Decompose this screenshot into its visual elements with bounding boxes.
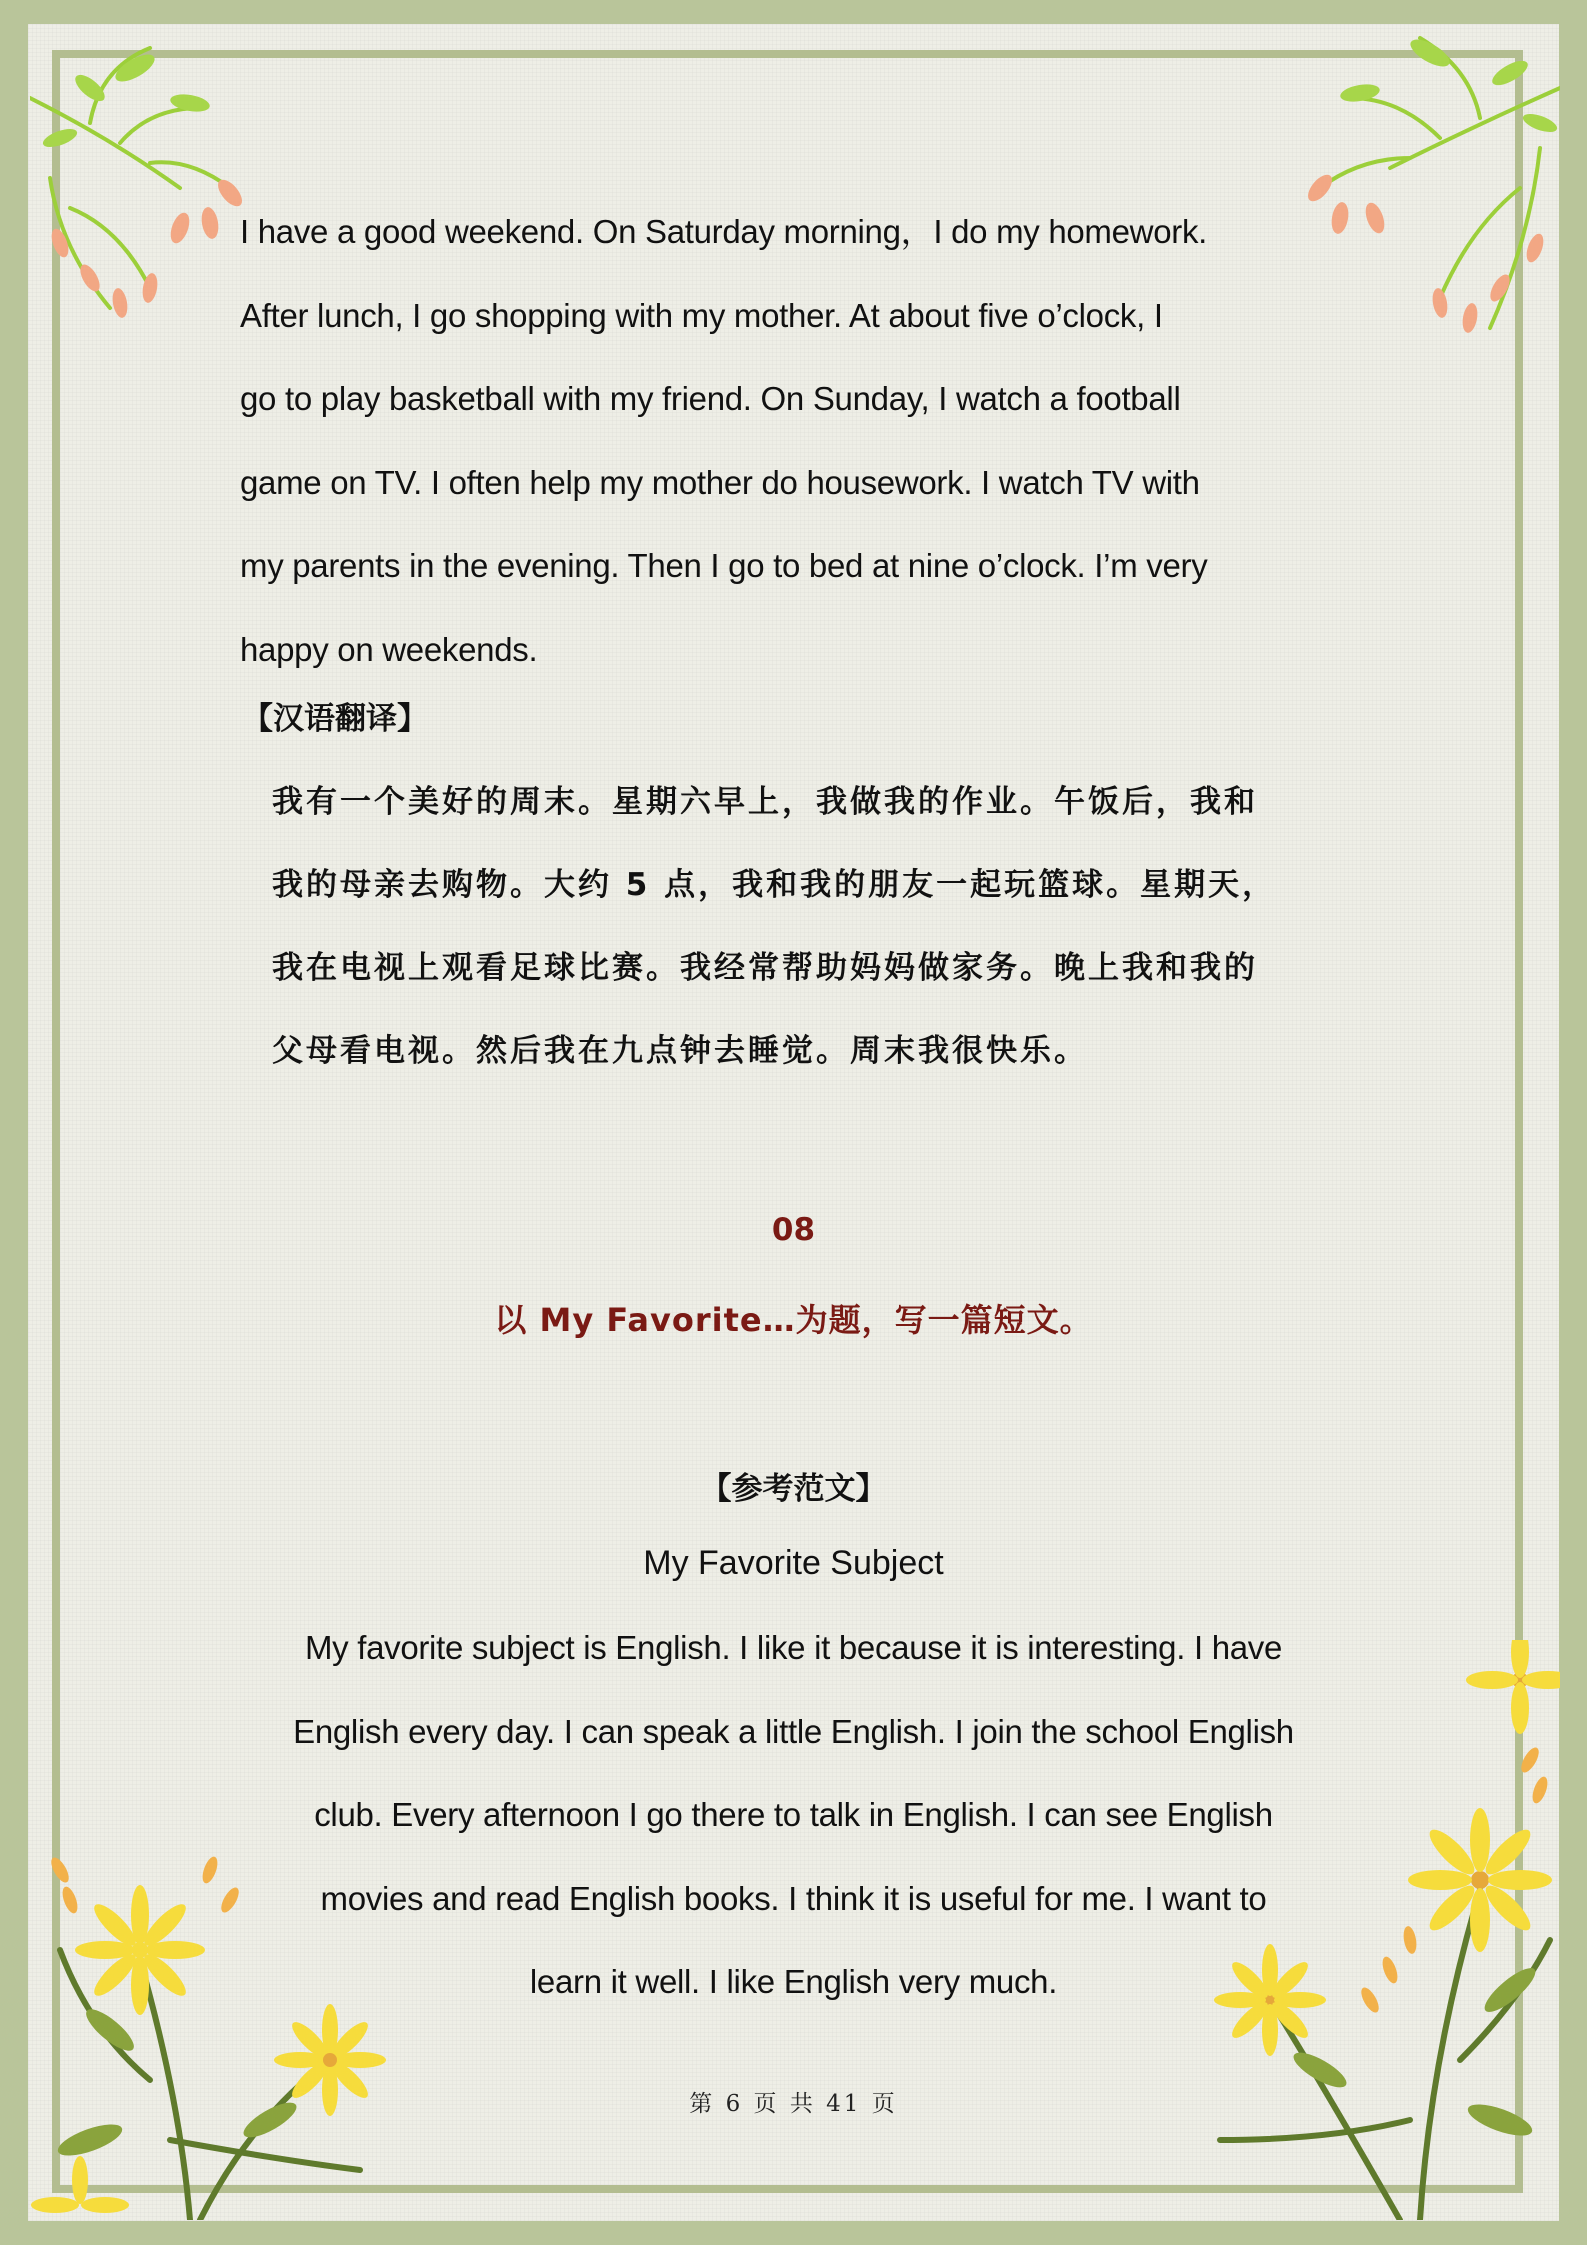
passage-line: go to play basketball with my friend. On Sunday, I watch a football: [240, 380, 1181, 417]
passage-line: I have a good weekend. On Saturday morning，I do my homework.: [240, 213, 1208, 250]
main-content: [240, 190, 1350, 1093]
section-number: 08: [771, 1212, 816, 1248]
passage-line: happy on weekends.: [240, 630, 538, 668]
essay-line: club. Every afternoon I go there to talk in English. I can see English: [314, 1796, 1273, 1833]
essay-line: English every day. I can speak a little English. I join the school English: [293, 1712, 1294, 1750]
translation-line: 我的母亲去购物。大约 5 点，我和我的朋友一起玩篮球。星期天，: [272, 867, 1277, 903]
passage-line: my parents in the evening. Then I go to bed at nine o’clock. I’m very: [240, 547, 1208, 584]
reference-heading: 【参考范文】: [700, 1471, 887, 1507]
passage-line: After lunch, I go shopping with my mother. At about five o’clock, I: [240, 296, 1163, 334]
english-passage: [240, 190, 1350, 691]
passage-line: game on TV. I often help my mother do housework. I watch TV with: [240, 463, 1200, 501]
essay-line: My favorite subject is English. I like it because it is interesting. I have: [304, 1629, 1283, 1666]
translation-line: 我在电视上观看足球比赛。我经常帮助妈妈做家务。晚上我和我的: [272, 950, 1258, 986]
essay-title: My Favorite Subject: [643, 1544, 944, 1582]
translation-heading: 【汉语翻译】: [242, 701, 428, 737]
essay-body: [0, 1606, 1587, 2024]
section-prompt: 以 My Favorite…为题，写一篇短文。: [494, 1301, 1093, 1339]
essay-line: movies and read English books. I think it is useful for me. I want to: [320, 1879, 1267, 1917]
translation-line: 我有一个美好的周末。星期六早上，我做我的作业。午饭后，我和: [272, 784, 1258, 820]
page-number-footer: 第 6 页 共 41 页: [689, 2091, 898, 2117]
essay-line: learn it well. I like English very much.: [529, 1963, 1058, 2000]
chinese-translation: [272, 761, 1350, 1093]
translation-line: 父母看电视。然后我在九点钟去睡觉。周末我很快乐。: [272, 1033, 1088, 1069]
